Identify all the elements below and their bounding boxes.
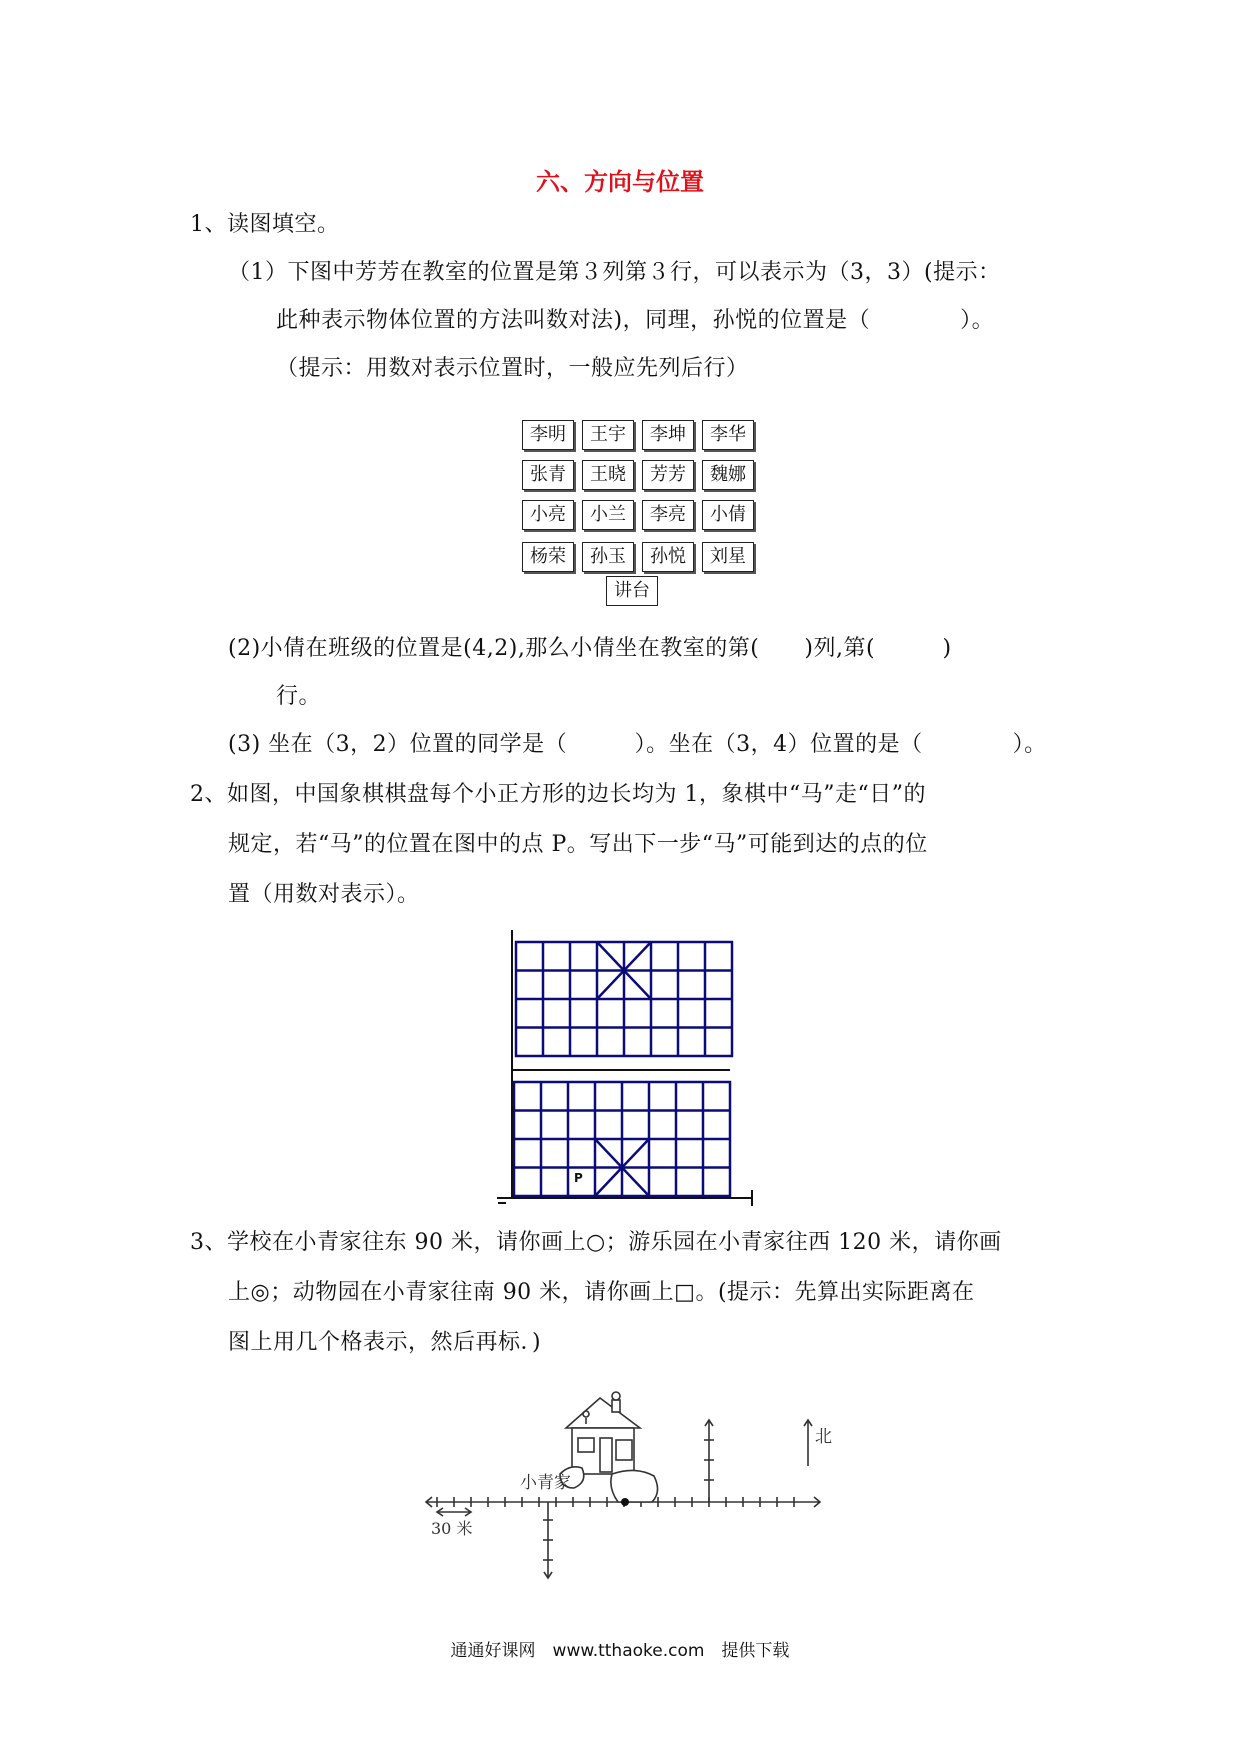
q1-part1-hint: （提示：用数对表示位置时，一般应先列后行） xyxy=(276,356,749,381)
seat: 刘星 xyxy=(702,542,754,572)
q1-part1-line2: 此种表示物体位置的方法叫数对法)，同理，孙悦的位置是（ ）。 xyxy=(276,308,995,333)
podium: 讲台 xyxy=(606,576,658,606)
q3-line3: 图上用几个格表示，然后再标．) xyxy=(228,1330,542,1355)
north-label: 北 xyxy=(815,1427,832,1447)
seat: 李亮 xyxy=(642,500,694,530)
seat: 张青 xyxy=(522,460,574,490)
seat: 小倩 xyxy=(702,500,754,530)
q1-part3: (3) 坐在（3，2）位置的同学是（ ）。坐在（3，4）位置的是（ ）。 xyxy=(228,732,1047,757)
q3-line2: 上◎；动物园在小青家往南 90 米，请你画上□。(提示：先算出实际距离在 xyxy=(228,1280,975,1305)
home-label: 小青家 xyxy=(520,1473,571,1493)
seat: 孙玉 xyxy=(582,542,634,572)
q3-line1: 3、学校在小青家往东 90 米，请你画上○；游乐园在小青家往西 120 米，请你画 xyxy=(190,1230,1002,1255)
seat: 王晓 xyxy=(582,460,634,490)
footer-credit: 通通好课网 www.tthaoke.com 提供下载 xyxy=(450,1641,790,1661)
seat: 芳芳 xyxy=(642,460,694,490)
point-p-label: P xyxy=(574,1171,583,1185)
seat: 小亮 xyxy=(522,500,574,530)
q2-line3: 置（用数对表示）。 xyxy=(228,882,420,907)
seat: 王宇 xyxy=(582,420,634,450)
q2-line2: 规定，若“马”的位置在图中的点 P。写出下一步“马”可能到达的点的位 xyxy=(228,832,928,857)
seat: 李明 xyxy=(522,420,574,450)
seat: 杨荣 xyxy=(522,542,574,572)
q1-part2-line2: 行。 xyxy=(276,684,322,709)
scale-label: 30 米 xyxy=(431,1519,473,1538)
q1-heading: 1、读图填空。 xyxy=(190,212,340,237)
page-title: 六、方向与位置 xyxy=(536,168,704,196)
seat: 小兰 xyxy=(582,500,634,530)
seat: 李坤 xyxy=(642,420,694,450)
q1-part1-line1: （1）下图中芳芳在教室的位置是第３列第３行，可以表示为（3，3）(提示： xyxy=(228,260,1001,285)
seat: 孙悦 xyxy=(642,542,694,572)
q1-part2-line1: (2)小倩在班级的位置是(4,2),那么小倩坐在教室的第( )列,第( ) xyxy=(228,636,952,661)
q2-line1: 2、如图，中国象棋棋盘每个小正方形的边长均为 1，象棋中“马”走“日”的 xyxy=(190,782,926,807)
seat: 李华 xyxy=(702,420,754,450)
seat: 魏娜 xyxy=(702,460,754,490)
